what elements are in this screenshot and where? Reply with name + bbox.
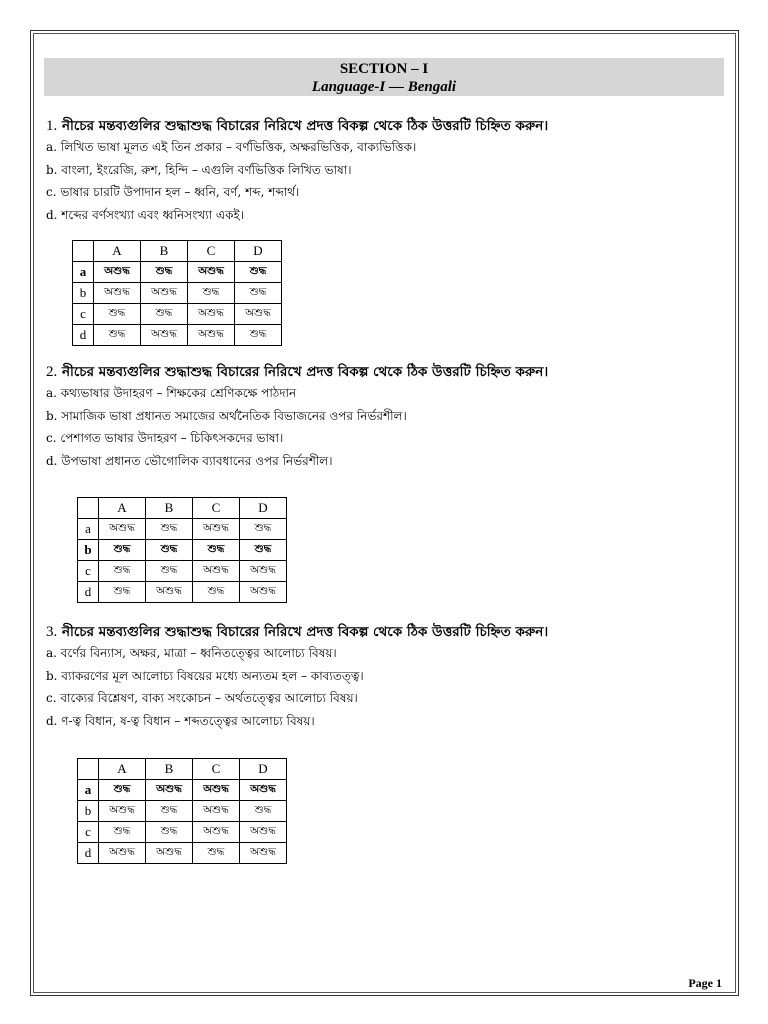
table-cell: শুদ্ধ	[240, 801, 287, 822]
question-heading	[46, 116, 726, 136]
table-cell: শুদ্ধ	[146, 561, 193, 582]
option-header-c: C	[193, 759, 240, 780]
table-cell: অশুদ্ধ	[193, 780, 240, 801]
table-cell: অশুদ্ধ	[188, 304, 235, 325]
table-cell: অশুদ্ধ	[141, 283, 188, 304]
table-cell: অশুদ্ধ	[188, 262, 235, 283]
statement-a: a. কথ্যভাষার উদাহরণ – শিক্ষকের শ্রেণিকক্ষে পাঠদান	[46, 386, 297, 400]
table-cell: শুদ্ধ	[188, 283, 235, 304]
table-cell: শুদ্ধ	[94, 304, 141, 325]
table-row	[78, 561, 287, 582]
row-label: c	[73, 304, 94, 325]
row-label: a	[73, 262, 94, 283]
table-cell: অশুদ্ধ	[99, 801, 146, 822]
table-cell: শুদ্ধ	[193, 540, 240, 561]
table-cell: শুদ্ধ	[193, 843, 240, 864]
table-cell: শুদ্ধ	[99, 780, 146, 801]
question-text: নীচের মন্তব্যগুলির শুদ্ধাশুদ্ধ বিচারের নিরিখে প্রদত্ত বিকল্প থেকে ঠিক উত্তরটি চিহ্নিত করুন।	[61, 624, 549, 640]
row-label: a	[78, 519, 99, 540]
table-row	[73, 283, 282, 304]
section-header	[44, 58, 724, 96]
table-header-row	[78, 498, 287, 519]
table-cell: শুদ্ধ	[146, 822, 193, 843]
table-row	[78, 780, 287, 801]
statement-c: c. ভাষার চারটি উপাদান হল – ধ্বনি, বর্ণ, শব্দ, শব্দার্থ।	[46, 185, 300, 199]
statement-d: d. উপভাষা প্রধানত ভৌগোলিক ব্যাবধানের ওপর নির্ভরশীল।	[46, 453, 333, 468]
table-cell: শুদ্ধ	[141, 262, 188, 283]
table-cell: অশুদ্ধ	[240, 582, 287, 603]
row-label: c	[78, 822, 99, 843]
question-number: 2.	[46, 364, 58, 380]
table-cell: অশুদ্ধ	[146, 843, 193, 864]
table-cell: অশুদ্ধ	[99, 519, 146, 540]
row-label: b	[78, 540, 99, 561]
option-header-a: A	[99, 498, 146, 519]
question-number: 1.	[46, 118, 58, 134]
table-row	[78, 822, 287, 843]
table-cell: শুদ্ধ	[141, 304, 188, 325]
table-cell: শুদ্ধ	[240, 519, 287, 540]
row-label: a	[78, 780, 99, 801]
table-cell: অশুদ্ধ	[193, 561, 240, 582]
table-cell: অশুদ্ধ	[146, 780, 193, 801]
row-label: d	[78, 843, 99, 864]
statement-d: d. শব্দের বর্ণসংখ্যা এবং ধ্বনিসংখ্যা একই।	[46, 207, 244, 222]
table-cell: শুদ্ধ	[235, 262, 282, 283]
statement-d: d. ণ-ত্ব বিধান, ষ-ত্ব বিধান – শব্দতত্ত্বের আলোচ্য বিষয়।	[46, 713, 315, 728]
statement-b: b. বাংলা, ইংরেজি, রুশ, হিন্দি – এগুলি বর্ণভিত্তিক লিখিত ভাষা।	[46, 162, 352, 177]
table-cell: শুদ্ধ	[99, 561, 146, 582]
question-number: 3.	[46, 624, 58, 640]
table-cell: শুদ্ধ	[193, 582, 240, 603]
statement-c: c. পেশাগত ভাষার উদাহরণ – চিকিৎসকদের ভাষা।	[46, 431, 284, 445]
answer-table-3	[77, 758, 287, 864]
statement-a: a. লিখিত ভাষা মূলত এই তিন প্রকার – বর্ণভিত্তিক, অক্ষরভিত্তিক, বাক্যভিত্তিক।	[46, 140, 417, 154]
table-row	[73, 262, 282, 283]
table-cell: অশুদ্ধ	[193, 822, 240, 843]
corner-cell	[78, 498, 99, 519]
table-row	[78, 519, 287, 540]
table-cell: অশুদ্ধ	[235, 304, 282, 325]
table-cell: অশুদ্ধ	[193, 519, 240, 540]
row-label: b	[78, 801, 99, 822]
table-cell: শুদ্ধ	[99, 582, 146, 603]
table-cell: শুদ্ধ	[235, 325, 282, 346]
question-2	[46, 362, 726, 472]
option-header-c: C	[188, 241, 235, 262]
table-cell: শুদ্ধ	[146, 801, 193, 822]
question-text: নীচের মন্তব্যগুলির শুদ্ধাশুদ্ধ বিচারের নিরিখে প্রদত্ত বিকল্প থেকে ঠিক উত্তরটি চিহ্নিত করুন।	[61, 118, 549, 134]
statement-b: b. সামাজিক ভাষা প্রধানত সমাজের অর্থনৈতিক বিভাজনের ওপর নির্ভরশীল।	[46, 408, 407, 423]
corner-cell	[73, 241, 94, 262]
statement-c: c. বাক্যের বিশ্লেষণ, বাক্য সংকোচন – অর্থতত্ত্বের আলোচ্য বিষয়।	[46, 691, 358, 705]
statement-a: a. বর্ণের বিন্যাস, অক্ষর, মাত্রা – ধ্বনিতত্ত্বের আলোচ্য বিষয়।	[46, 646, 337, 660]
table-cell: শুদ্ধ	[146, 519, 193, 540]
section-subtitle: Language-I — Bengali	[311, 79, 457, 95]
question-3	[46, 622, 726, 732]
option-header-b: B	[141, 241, 188, 262]
statement-b: b. ব্যাকরণের মূল আলোচ্য বিষয়ের মধ্যে অন্যতম হল – কাব্যতত্ত্ব।	[46, 668, 364, 683]
table-cell: শুদ্ধ	[146, 540, 193, 561]
question-1	[46, 116, 726, 226]
option-header-d: D	[240, 759, 287, 780]
answer-table-2	[77, 497, 287, 603]
option-header-d: D	[235, 241, 282, 262]
row-label: d	[73, 325, 94, 346]
option-header-b: B	[146, 759, 193, 780]
section-title: SECTION – I	[339, 61, 429, 77]
table-cell: শুদ্ধ	[235, 283, 282, 304]
table-cell: শুদ্ধ	[94, 325, 141, 346]
table-row	[73, 304, 282, 325]
table-cell: অশুদ্ধ	[146, 582, 193, 603]
option-header-c: C	[193, 498, 240, 519]
table-row	[78, 801, 287, 822]
option-header-b: B	[146, 498, 193, 519]
table-cell: অশুদ্ধ	[240, 780, 287, 801]
question-text: নীচের মন্তব্যগুলির শুদ্ধাশুদ্ধ বিচারের নিরিখে প্রদত্ত বিকল্প থেকে ঠিক উত্তরটি চিহ্নিত করুন।	[61, 364, 549, 380]
row-label: b	[73, 283, 94, 304]
table-cell: অশুদ্ধ	[99, 843, 146, 864]
page-number: Page 1	[688, 976, 722, 990]
table-cell: অশুদ্ধ	[240, 822, 287, 843]
table-row	[78, 843, 287, 864]
table-cell: অশুদ্ধ	[240, 561, 287, 582]
option-header-a: A	[94, 241, 141, 262]
answer-table-1	[72, 240, 282, 346]
table-row	[78, 582, 287, 603]
option-header-a: A	[99, 759, 146, 780]
table-cell: অশুদ্ধ	[94, 283, 141, 304]
row-label: d	[78, 582, 99, 603]
table-cell: অশুদ্ধ	[193, 801, 240, 822]
table-cell: অশুদ্ধ	[141, 325, 188, 346]
table-header-row	[73, 241, 282, 262]
table-header-row	[78, 759, 287, 780]
table-cell: শুদ্ধ	[99, 822, 146, 843]
table-row	[78, 540, 287, 561]
table-row	[73, 325, 282, 346]
table-cell: অশুদ্ধ	[94, 262, 141, 283]
row-label: c	[78, 561, 99, 582]
question-heading	[46, 362, 726, 382]
table-cell: অশুদ্ধ	[188, 325, 235, 346]
option-header-d: D	[240, 498, 287, 519]
corner-cell	[78, 759, 99, 780]
question-heading	[46, 622, 726, 642]
table-cell: শুদ্ধ	[99, 540, 146, 561]
table-cell: শুদ্ধ	[240, 540, 287, 561]
table-cell: অশুদ্ধ	[240, 843, 287, 864]
